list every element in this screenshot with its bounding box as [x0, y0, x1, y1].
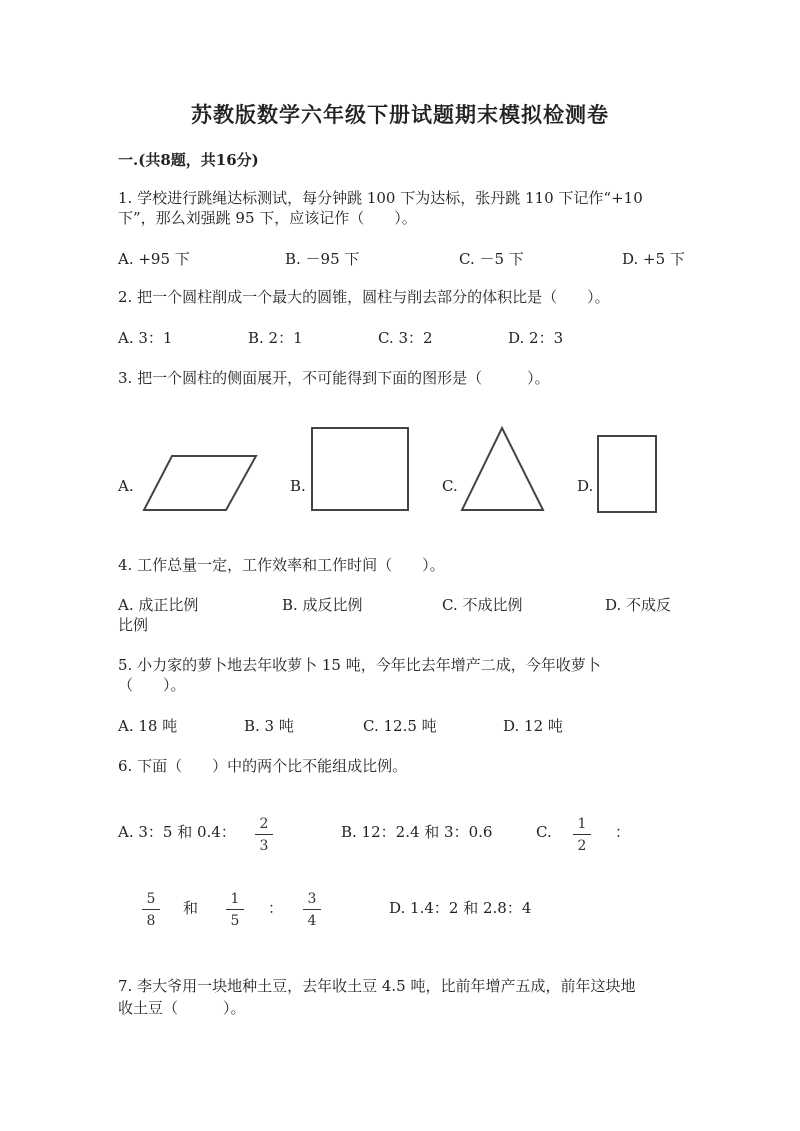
q5-option-c: C. 12.5 吨	[363, 717, 437, 735]
q1-option-a: A. +95 下	[118, 250, 190, 268]
fraction-one-half: 1 2	[570, 816, 594, 854]
q1-option-b: B. －95 下	[285, 250, 360, 268]
question-1-line-1: 1. 学校进行跳绳达标测试，每分钟跳 100 下为达标，张丹跳 110 下记作“+10	[118, 189, 643, 207]
page-title: 苏教版数学六年级下册试题期末模拟检测卷	[191, 102, 609, 127]
q4-option-b: B. 成反比例	[282, 596, 363, 614]
q5-option-b: B. 3 吨	[244, 717, 294, 735]
q4-option-c: C. 不成比例	[442, 596, 523, 614]
fraction-five-eighths: 5 8	[139, 891, 163, 929]
q2-option-b: B. 2：1	[248, 329, 303, 347]
question-7-line-1: 7. 李大爷用一块地种土豆，去年收土豆 4.5 吨，比前年增产五成，前年这块地	[118, 977, 636, 995]
section-heading: 一.(共8题，共16分)	[118, 151, 259, 169]
rectangle-shape	[594, 434, 660, 514]
question-7-line-2: 收土豆（ ）。	[118, 999, 246, 1017]
q5-option-d: D. 12 吨	[503, 717, 563, 735]
triangle-shape	[458, 424, 548, 514]
q5-option-a: A. 18 吨	[118, 717, 178, 735]
q4-option-d-wrap: 比例	[118, 616, 149, 634]
q6-option-d: D. 1.4：2 和 2.8：4	[389, 899, 532, 917]
question-3-text: 3. 把一个圆柱的侧面展开，不可能得到下面的图形是（ ）。	[118, 369, 550, 387]
q6-option-a: A. 3：5 和 0.4：	[118, 823, 236, 841]
q2-option-a: A. 3：1	[118, 329, 173, 347]
q4-option-d: D. 不成反	[605, 596, 672, 614]
q3-option-c-label: C.	[442, 477, 458, 495]
question-6-text: 6. 下面（ ）中的两个比不能组成比例。	[118, 757, 408, 775]
q4-option-a: A. 成正比例	[118, 596, 199, 614]
q6-option-c-label: C.	[536, 823, 552, 841]
and-word: 和	[183, 899, 199, 917]
square-shape	[308, 424, 412, 514]
q1-option-c: C. －5 下	[459, 250, 524, 268]
q1-option-d: D. +5 下	[622, 250, 685, 268]
question-2-text: 2. 把一个圆柱削成一个最大的圆锥，圆柱与削去部分的体积比是（ ）。	[118, 288, 610, 306]
fraction-one-fifth: 1 5	[223, 891, 247, 929]
q2-option-c: C. 3：2	[378, 329, 433, 347]
q3-option-a-label: A.	[118, 477, 134, 495]
q2-option-d: D. 2：3	[508, 329, 564, 347]
fraction-three-fourths: 3 4	[300, 891, 324, 929]
q6-option-b: B. 12：2.4 和 3：0.6	[341, 823, 493, 841]
question-1-line-2: 下”，那么刘强跳 95 下，应该记作（ ）。	[118, 209, 417, 227]
question-4-text: 4. 工作总量一定，工作效率和工作时间（ ）。	[118, 556, 445, 574]
question-5-line-2: （ ）。	[118, 676, 186, 694]
q3-option-d-label: D.	[577, 477, 594, 495]
q3-option-b-label: B.	[290, 477, 306, 495]
parallelogram-shape	[140, 450, 260, 514]
ratio-colon-2: ：	[268, 899, 284, 917]
ratio-colon: ：	[615, 823, 631, 841]
question-5-line-1: 5. 小力家的萝卜地去年收萝卜 15 吨，今年比去年增产二成，今年收萝卜	[118, 656, 601, 674]
fraction-two-thirds: 2 3	[252, 816, 276, 854]
